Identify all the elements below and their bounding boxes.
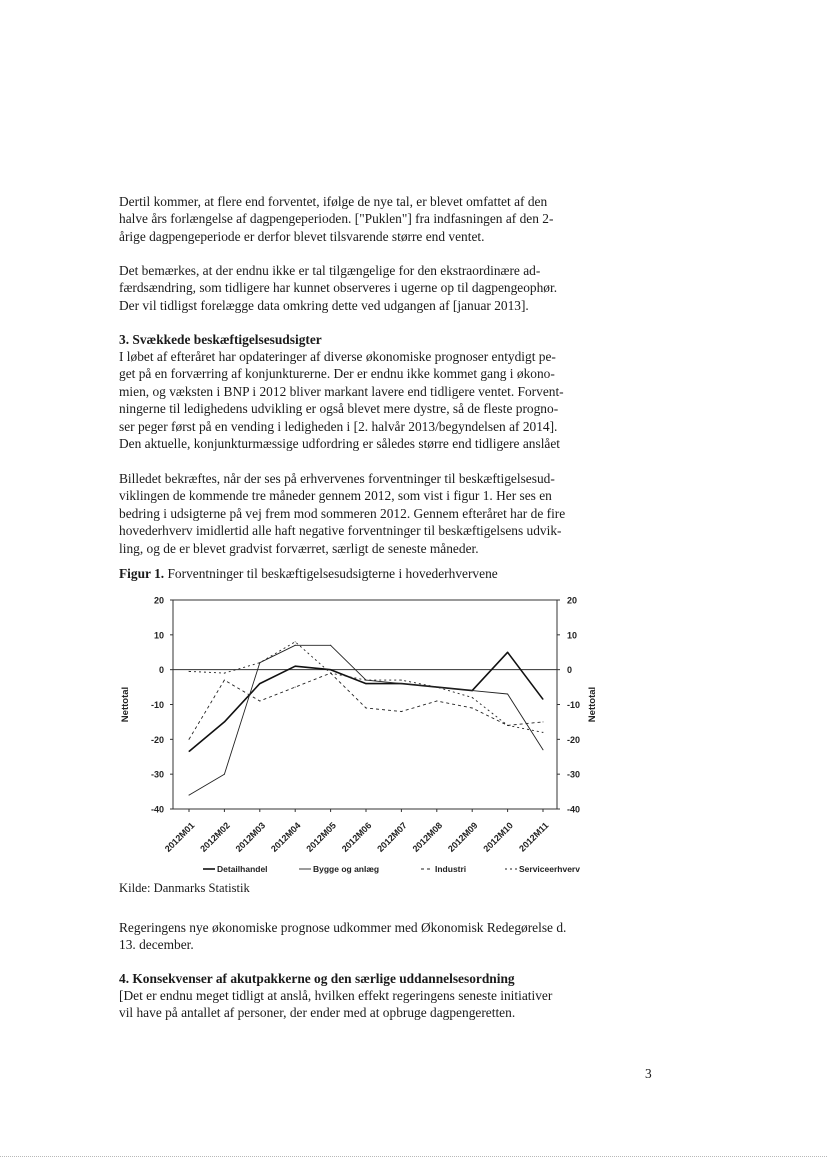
figure-caption-text: Forventninger til beskæftigelsesudsigterne i hovederhvervene [164,566,498,581]
data-point [542,721,543,722]
data-point [472,690,473,691]
line-chart [119,588,598,878]
y-tick-label-left: -30 [150,769,164,780]
text-line: mien, og væksten i BNP i 2012 bliver markant lavere end tidligere ventet. Forvent- [119,383,564,399]
figure-label: Figur 1. [119,566,165,581]
data-point [188,739,189,740]
data-point [259,700,260,701]
y-tick-label-right: -40 [567,804,581,815]
text-line: Regeringens nye økonomiske prognose udkommer med Økonomisk Redegørelse d. [119,920,567,935]
text-line: [Det er endnu meget tidligt at anslå, hvilken effekt regeringens seneste initiativer [119,988,553,1003]
data-point [401,683,402,684]
series-line-0 [189,652,543,751]
y-tick-label-left: 10 [153,630,164,641]
y-axis-label-left: Nettotal [120,686,131,723]
data-point [224,721,225,722]
data-point [295,641,296,642]
y-tick-label-right: -30 [567,769,581,780]
data-point [224,680,225,681]
section-heading-4: 4. Konsekvenser af akutpakkerne og den særlige uddannelsesordning [119,971,515,986]
text-line: årige dagpengeperiode er derfor blevet tilsvarende større end ventet. [119,228,485,244]
page-number: 3 [645,1066,652,1081]
text-line: Der vil tidligst forelægge data omkring dette ved udgangen af [januar 2013]. [119,297,529,313]
paragraph-forecasts [119,348,619,452]
y-tick-label-left: -40 [150,804,164,815]
text-line: Det bemærkes, at der endnu ikke er tal tilgængelige for den ekstraordinære ad- [119,263,541,278]
text-line: bedring i udsigterne på vej frem mod sommeren 2012. Gennem efteråret har de fire [119,505,566,521]
text-line: ser peger først på en vending i ledigheden i [2. halvår 2013/begyndelsen af 2014]. [119,418,558,434]
data-point [188,671,189,672]
section-heading-3: 3. Svækkede beskæftigelsesudsigter [119,332,322,347]
data-point [295,645,296,646]
text-line: get på en forværring af konjunkturerne. Der er endnu ikke kommet gang i økono- [119,366,555,382]
y-tick-label-right: 20 [567,595,578,606]
data-point [224,774,225,775]
legend-label: Serviceerhverv [519,864,580,874]
data-point [188,751,189,752]
data-point [330,673,331,674]
data-point [365,683,366,684]
paragraph-behaviour-change [119,262,619,314]
y-tick-label-left: 0 [158,665,164,676]
y-tick-label-left: -20 [150,734,164,745]
paragraph-business-expectations [119,470,619,557]
plot-frame [173,600,557,809]
y-tick-label-right: 0 [567,665,573,676]
page-bottom-rule [0,1156,827,1157]
legend-label: Bygge og anlæg [313,864,380,874]
paragraph-extended-benefit-period [119,193,619,245]
x-tick-label: 2012M09 [446,820,480,854]
data-point [542,699,543,700]
x-tick-label: 2012M07 [375,820,409,854]
data-point [507,652,508,653]
data-point [365,707,366,708]
data-point [507,693,508,694]
data-point [436,700,437,701]
legend-label: Detailhandel [217,864,268,874]
text-line: Billedet bekræftes, når der ses på erhvervenes forventninger til beskæftigelsesud- [119,471,555,486]
text-line: viklingen de kommende tre måneder gennem 2012, som vist i figur 1. Her ses en [119,488,552,504]
text-line: 13. december. [119,937,194,953]
series-line-1 [189,645,543,795]
y-tick-label-right: 10 [567,630,578,641]
text-line: vil have på antallet af personer, der ender med at opbruge dagpengeretten. [119,1005,516,1021]
text-line: Den aktuelle, konjunkturmæssige udfordring er således større end tidligere anslået [119,436,561,452]
figure-caption [119,566,498,582]
data-point [365,680,366,681]
text-line: Dertil kommer, at flere end forventet, ifølge de nye tal, er blevet omfattet af den [119,194,548,209]
data-point [436,686,437,687]
x-tick-label: 2012M10 [481,820,516,854]
data-point [472,707,473,708]
x-tick-label: 2012M08 [410,820,445,854]
text-line: ling, og de er blevet gradvist forværret, særligt de seneste måneder. [119,540,479,556]
x-tick-label: 2012M02 [198,820,232,854]
figure-source: Kilde: Danmarks Statistik [119,881,250,895]
data-point [224,673,225,674]
data-point [295,686,296,687]
legend-label: Industri [435,864,467,874]
paragraph-consequences [119,987,629,1022]
data-point [542,732,543,733]
data-point [259,683,260,684]
data-point [507,725,508,726]
x-tick-label: 2012M03 [233,820,268,854]
y-tick-label-left: -10 [150,700,164,710]
x-tick-label: 2012M11 [517,820,551,854]
data-point [401,680,402,681]
data-point [542,749,543,750]
data-point [401,711,402,712]
data-point [259,662,260,663]
data-point [330,669,331,670]
x-tick-label: 2012M01 [162,820,197,854]
y-axis-label-right: Nettotal [587,686,598,723]
data-point [188,794,189,795]
data-point [330,645,331,646]
y-tick-label-right: -20 [567,734,581,745]
text-line: hovederhverv imidlertid alle haft negative forventninger til beskæftigelsens udvik- [119,523,562,539]
paragraph-government-forecast [119,919,629,954]
y-tick-label-left: 20 [153,595,164,606]
text-line: ningerne til ledighedens udvikling er også blevet mere dystre, så de fleste progno- [119,401,559,417]
text-line: færdsændring, som tidligere har kunnet observeres i ugerne op til dagpengeophør. [119,280,558,296]
text-line: halve års forlængelse af dagpengeperioden. ["Puklen"] fra indfasningen af den 2- [119,211,554,227]
x-tick-label: 2012M06 [339,820,374,854]
data-point [472,697,473,698]
text-line: I løbet af efteråret har opdateringer af diverse økonomiske prognoser entydigt pe- [119,349,556,364]
data-point [295,666,296,667]
x-tick-label: 2012M05 [304,820,339,854]
x-tick-label: 2012M04 [269,820,303,854]
y-tick-label-right: -10 [567,700,581,710]
